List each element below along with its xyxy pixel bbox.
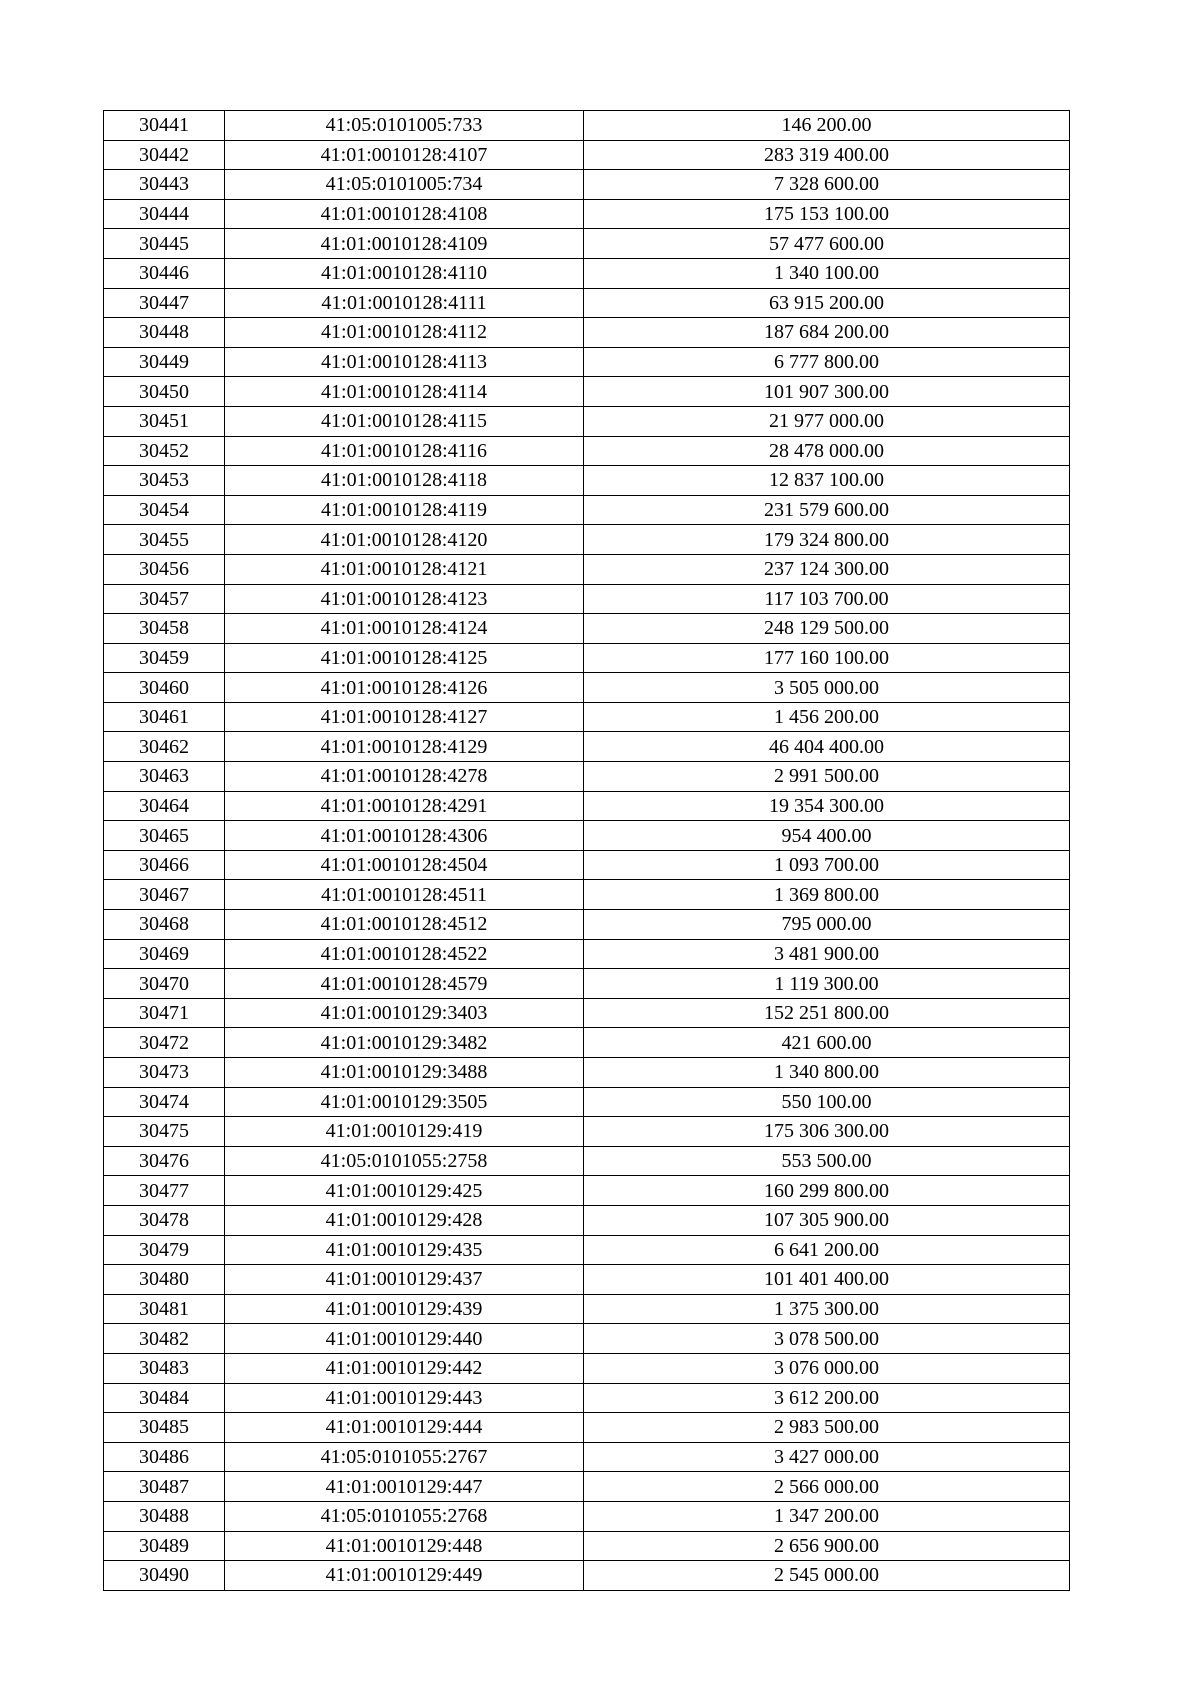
table-body xyxy=(104,111,1070,1591)
row-number-cell: 30473 xyxy=(104,1058,225,1088)
cadastral-value-cell: 179 324 800.00 xyxy=(584,525,1070,555)
row-number-cell: 30486 xyxy=(104,1442,225,1472)
table-row xyxy=(104,910,1070,940)
row-number-cell: 30487 xyxy=(104,1472,225,1502)
table-row xyxy=(104,643,1070,673)
cadastral-value-cell: 553 500.00 xyxy=(584,1146,1070,1176)
row-number-cell: 30475 xyxy=(104,1117,225,1147)
table-row xyxy=(104,1353,1070,1383)
table-row xyxy=(104,702,1070,732)
cadastral-number-cell: 41:01:0010128:4511 xyxy=(225,880,584,910)
cadastral-value-cell: 46 404 400.00 xyxy=(584,732,1070,762)
row-number-cell: 30469 xyxy=(104,939,225,969)
cadastral-number-cell: 41:01:0010128:4113 xyxy=(225,347,584,377)
table-row xyxy=(104,554,1070,584)
table-row xyxy=(104,673,1070,703)
cadastral-number-cell: 41:01:0010128:4129 xyxy=(225,732,584,762)
cadastral-value-cell: 19 354 300.00 xyxy=(584,791,1070,821)
table-row xyxy=(104,258,1070,288)
row-number-cell: 30467 xyxy=(104,880,225,910)
cadastral-number-cell: 41:01:0010128:4110 xyxy=(225,258,584,288)
row-number-cell: 30461 xyxy=(104,702,225,732)
row-number-cell: 30444 xyxy=(104,199,225,229)
table-row xyxy=(104,170,1070,200)
row-number-cell: 30448 xyxy=(104,318,225,348)
row-number-cell: 30490 xyxy=(104,1561,225,1591)
cadastral-number-cell: 41:01:0010129:428 xyxy=(225,1205,584,1235)
row-number-cell: 30455 xyxy=(104,525,225,555)
cadastral-number-cell: 41:01:0010129:437 xyxy=(225,1265,584,1295)
cadastral-number-cell: 41:01:0010129:444 xyxy=(225,1413,584,1443)
cadastral-number-cell: 41:01:0010129:443 xyxy=(225,1383,584,1413)
cadastral-number-cell: 41:01:0010128:4114 xyxy=(225,377,584,407)
cadastral-number-cell: 41:01:0010128:4116 xyxy=(225,436,584,466)
table-row xyxy=(104,821,1070,851)
table-row xyxy=(104,229,1070,259)
cadastral-number-cell: 41:01:0010129:442 xyxy=(225,1353,584,1383)
table-row xyxy=(104,1146,1070,1176)
cadastral-value-cell: 1 340 100.00 xyxy=(584,258,1070,288)
row-number-cell: 30485 xyxy=(104,1413,225,1443)
cadastral-value-cell: 1 347 200.00 xyxy=(584,1501,1070,1531)
row-number-cell: 30488 xyxy=(104,1501,225,1531)
cadastral-number-cell: 41:01:0010128:4123 xyxy=(225,584,584,614)
table-row xyxy=(104,1028,1070,1058)
table-row xyxy=(104,377,1070,407)
table-row xyxy=(104,140,1070,170)
table-row xyxy=(104,1265,1070,1295)
cadastral-number-cell: 41:05:0101005:733 xyxy=(225,111,584,141)
row-number-cell: 30447 xyxy=(104,288,225,318)
cadastral-value-cell: 1 375 300.00 xyxy=(584,1294,1070,1324)
cadastral-number-cell: 41:01:0010129:3403 xyxy=(225,998,584,1028)
row-number-cell: 30464 xyxy=(104,791,225,821)
row-number-cell: 30449 xyxy=(104,347,225,377)
table-row xyxy=(104,495,1070,525)
row-number-cell: 30483 xyxy=(104,1353,225,1383)
cadastral-value-cell: 1 093 700.00 xyxy=(584,850,1070,880)
row-number-cell: 30450 xyxy=(104,377,225,407)
cadastral-number-cell: 41:01:0010128:4118 xyxy=(225,466,584,496)
cadastral-value-cell: 1 456 200.00 xyxy=(584,702,1070,732)
cadastral-number-cell: 41:01:0010129:3488 xyxy=(225,1058,584,1088)
row-number-cell: 30445 xyxy=(104,229,225,259)
table-row xyxy=(104,288,1070,318)
cadastral-number-cell: 41:01:0010129:3482 xyxy=(225,1028,584,1058)
table-row xyxy=(104,111,1070,141)
table-row xyxy=(104,1294,1070,1324)
cadastral-value-cell: 2 991 500.00 xyxy=(584,762,1070,792)
cadastral-number-cell: 41:01:0010128:4579 xyxy=(225,969,584,999)
row-number-cell: 30479 xyxy=(104,1235,225,1265)
cadastral-number-cell: 41:01:0010128:4306 xyxy=(225,821,584,851)
cadastral-number-cell: 41:01:0010129:440 xyxy=(225,1324,584,1354)
row-number-cell: 30462 xyxy=(104,732,225,762)
cadastral-number-cell: 41:01:0010128:4126 xyxy=(225,673,584,703)
row-number-cell: 30459 xyxy=(104,643,225,673)
table-row xyxy=(104,969,1070,999)
table-row xyxy=(104,347,1070,377)
cadastral-value-cell: 12 837 100.00 xyxy=(584,466,1070,496)
row-number-cell: 30457 xyxy=(104,584,225,614)
table-row xyxy=(104,1235,1070,1265)
row-number-cell: 30472 xyxy=(104,1028,225,1058)
table-row xyxy=(104,406,1070,436)
row-number-cell: 30489 xyxy=(104,1531,225,1561)
cadastral-number-cell: 41:01:0010128:4111 xyxy=(225,288,584,318)
table-row xyxy=(104,436,1070,466)
cadastral-number-cell: 41:01:0010128:4125 xyxy=(225,643,584,673)
row-number-cell: 30471 xyxy=(104,998,225,1028)
cadastral-value-cell: 63 915 200.00 xyxy=(584,288,1070,318)
row-number-cell: 30446 xyxy=(104,258,225,288)
cadastral-number-cell: 41:01:0010128:4124 xyxy=(225,614,584,644)
cadastral-value-cell: 3 612 200.00 xyxy=(584,1383,1070,1413)
row-number-cell: 30452 xyxy=(104,436,225,466)
cadastral-value-cell: 3 078 500.00 xyxy=(584,1324,1070,1354)
cadastral-value-cell: 795 000.00 xyxy=(584,910,1070,940)
cadastral-value-cell: 550 100.00 xyxy=(584,1087,1070,1117)
table-row xyxy=(104,1117,1070,1147)
table-row xyxy=(104,1531,1070,1561)
cadastral-number-cell: 41:05:0101055:2768 xyxy=(225,1501,584,1531)
table-row xyxy=(104,762,1070,792)
cadastral-value-cell: 421 600.00 xyxy=(584,1028,1070,1058)
row-number-cell: 30451 xyxy=(104,406,225,436)
cadastral-value-cell: 2 545 000.00 xyxy=(584,1561,1070,1591)
row-number-cell: 30443 xyxy=(104,170,225,200)
cadastral-value-cell: 101 907 300.00 xyxy=(584,377,1070,407)
table-row xyxy=(104,199,1070,229)
row-number-cell: 30482 xyxy=(104,1324,225,1354)
cadastral-number-cell: 41:05:0101055:2758 xyxy=(225,1146,584,1176)
row-number-cell: 30470 xyxy=(104,969,225,999)
cadastral-number-cell: 41:01:0010128:4112 xyxy=(225,318,584,348)
table-row xyxy=(104,1058,1070,1088)
table-row xyxy=(104,732,1070,762)
cadastral-value-cell: 3 427 000.00 xyxy=(584,1442,1070,1472)
cadastral-number-cell: 41:01:0010129:3505 xyxy=(225,1087,584,1117)
row-number-cell: 30477 xyxy=(104,1176,225,1206)
cadastral-number-cell: 41:01:0010128:4109 xyxy=(225,229,584,259)
cadastral-value-cell: 237 124 300.00 xyxy=(584,554,1070,584)
row-number-cell: 30484 xyxy=(104,1383,225,1413)
cadastral-value-cell: 954 400.00 xyxy=(584,821,1070,851)
table-row xyxy=(104,1561,1070,1591)
table-row xyxy=(104,1501,1070,1531)
cadastral-value-cell: 146 200.00 xyxy=(584,111,1070,141)
cadastral-value-cell: 1 119 300.00 xyxy=(584,969,1070,999)
cadastral-value-cell: 187 684 200.00 xyxy=(584,318,1070,348)
table-row xyxy=(104,318,1070,348)
table-row xyxy=(104,1413,1070,1443)
table-row xyxy=(104,614,1070,644)
cadastral-value-cell: 28 478 000.00 xyxy=(584,436,1070,466)
table-row xyxy=(104,525,1070,555)
table-row xyxy=(104,1472,1070,1502)
cadastral-number-cell: 41:01:0010128:4127 xyxy=(225,702,584,732)
row-number-cell: 30453 xyxy=(104,466,225,496)
cadastral-number-cell: 41:01:0010128:4119 xyxy=(225,495,584,525)
cadastral-number-cell: 41:01:0010129:449 xyxy=(225,1561,584,1591)
cadastral-value-cell: 3 076 000.00 xyxy=(584,1353,1070,1383)
table-row xyxy=(104,1176,1070,1206)
cadastral-value-table xyxy=(103,110,1070,1591)
row-number-cell: 30463 xyxy=(104,762,225,792)
cadastral-value-cell: 231 579 600.00 xyxy=(584,495,1070,525)
cadastral-number-cell: 41:01:0010128:4108 xyxy=(225,199,584,229)
cadastral-value-cell: 6 777 800.00 xyxy=(584,347,1070,377)
table-row xyxy=(104,1205,1070,1235)
row-number-cell: 30468 xyxy=(104,910,225,940)
cadastral-value-cell: 177 160 100.00 xyxy=(584,643,1070,673)
row-number-cell: 30441 xyxy=(104,111,225,141)
row-number-cell: 30480 xyxy=(104,1265,225,1295)
cadastral-value-cell: 1 369 800.00 xyxy=(584,880,1070,910)
cadastral-value-cell: 2 983 500.00 xyxy=(584,1413,1070,1443)
row-number-cell: 30466 xyxy=(104,850,225,880)
table-row xyxy=(104,939,1070,969)
cadastral-number-cell: 41:01:0010128:4120 xyxy=(225,525,584,555)
cadastral-value-cell: 3 505 000.00 xyxy=(584,673,1070,703)
table-row xyxy=(104,1087,1070,1117)
cadastral-value-cell: 283 319 400.00 xyxy=(584,140,1070,170)
table-row xyxy=(104,1324,1070,1354)
row-number-cell: 30481 xyxy=(104,1294,225,1324)
row-number-cell: 30465 xyxy=(104,821,225,851)
cadastral-number-cell: 41:01:0010128:4504 xyxy=(225,850,584,880)
cadastral-value-cell: 2 566 000.00 xyxy=(584,1472,1070,1502)
row-number-cell: 30476 xyxy=(104,1146,225,1176)
cadastral-value-cell: 160 299 800.00 xyxy=(584,1176,1070,1206)
cadastral-number-cell: 41:01:0010128:4291 xyxy=(225,791,584,821)
cadastral-value-cell: 175 153 100.00 xyxy=(584,199,1070,229)
table-row xyxy=(104,584,1070,614)
cadastral-number-cell: 41:01:0010128:4522 xyxy=(225,939,584,969)
cadastral-number-cell: 41:01:0010129:447 xyxy=(225,1472,584,1502)
cadastral-value-cell: 21 977 000.00 xyxy=(584,406,1070,436)
cadastral-number-cell: 41:01:0010128:4278 xyxy=(225,762,584,792)
table-row xyxy=(104,1383,1070,1413)
row-number-cell: 30454 xyxy=(104,495,225,525)
cadastral-value-cell: 7 328 600.00 xyxy=(584,170,1070,200)
cadastral-number-cell: 41:05:0101005:734 xyxy=(225,170,584,200)
table-row xyxy=(104,880,1070,910)
cadastral-number-cell: 41:01:0010129:439 xyxy=(225,1294,584,1324)
cadastral-value-cell: 57 477 600.00 xyxy=(584,229,1070,259)
row-number-cell: 30456 xyxy=(104,554,225,584)
cadastral-value-cell: 3 481 900.00 xyxy=(584,939,1070,969)
cadastral-value-cell: 117 103 700.00 xyxy=(584,584,1070,614)
cadastral-number-cell: 41:01:0010128:4107 xyxy=(225,140,584,170)
table-row xyxy=(104,791,1070,821)
cadastral-number-cell: 41:01:0010128:4512 xyxy=(225,910,584,940)
cadastral-number-cell: 41:01:0010129:425 xyxy=(225,1176,584,1206)
row-number-cell: 30442 xyxy=(104,140,225,170)
table-row xyxy=(104,466,1070,496)
cadastral-number-cell: 41:05:0101055:2767 xyxy=(225,1442,584,1472)
cadastral-value-cell: 2 656 900.00 xyxy=(584,1531,1070,1561)
cadastral-value-cell: 152 251 800.00 xyxy=(584,998,1070,1028)
cadastral-value-cell: 6 641 200.00 xyxy=(584,1235,1070,1265)
cadastral-value-cell: 175 306 300.00 xyxy=(584,1117,1070,1147)
cadastral-number-cell: 41:01:0010129:435 xyxy=(225,1235,584,1265)
cadastral-number-cell: 41:01:0010129:448 xyxy=(225,1531,584,1561)
table-row xyxy=(104,850,1070,880)
cadastral-number-cell: 41:01:0010129:419 xyxy=(225,1117,584,1147)
row-number-cell: 30460 xyxy=(104,673,225,703)
cadastral-value-cell: 1 340 800.00 xyxy=(584,1058,1070,1088)
table-row xyxy=(104,1442,1070,1472)
table-row xyxy=(104,998,1070,1028)
row-number-cell: 30478 xyxy=(104,1205,225,1235)
cadastral-value-cell: 107 305 900.00 xyxy=(584,1205,1070,1235)
row-number-cell: 30474 xyxy=(104,1087,225,1117)
row-number-cell: 30458 xyxy=(104,614,225,644)
cadastral-value-cell: 248 129 500.00 xyxy=(584,614,1070,644)
cadastral-number-cell: 41:01:0010128:4115 xyxy=(225,406,584,436)
cadastral-number-cell: 41:01:0010128:4121 xyxy=(225,554,584,584)
cadastral-value-cell: 101 401 400.00 xyxy=(584,1265,1070,1295)
